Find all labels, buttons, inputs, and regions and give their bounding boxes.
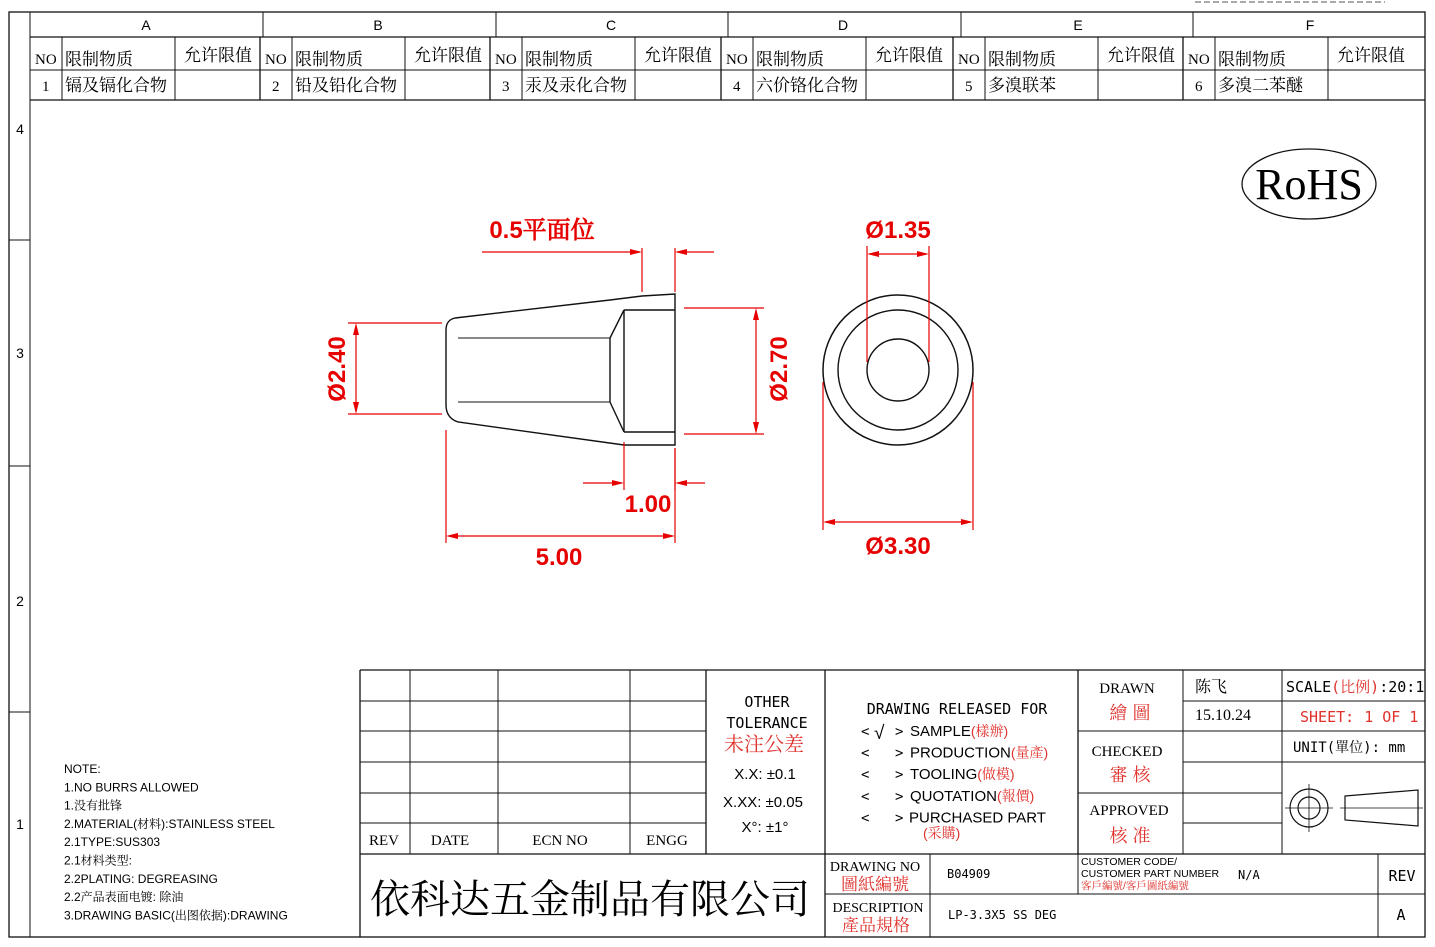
note-line: 2.1TYPE:SUS303 bbox=[64, 835, 161, 850]
substance-name: 镉及镉化合物 bbox=[65, 76, 167, 95]
drawn-date: 15.10.24 bbox=[1195, 707, 1251, 724]
substance-name: 多溴联苯 bbox=[988, 76, 1056, 95]
zone-col-a: A bbox=[141, 17, 151, 33]
checkmark-icon: √ bbox=[874, 723, 885, 744]
table-header-substance: 限制物质 bbox=[65, 50, 133, 69]
substance-no: 5 bbox=[965, 79, 973, 95]
dim-outer-dia-label: Ø3.30 bbox=[865, 533, 931, 560]
substance-name: 铅及铅化合物 bbox=[295, 76, 397, 95]
drawing-no-label: DRAWING NO bbox=[829, 860, 921, 875]
release-bracket-left: < bbox=[861, 788, 870, 805]
table-header-no: NO bbox=[726, 52, 748, 68]
note-line: 1.没有批锋 bbox=[64, 798, 123, 813]
table-header-substance: 限制物质 bbox=[1218, 50, 1286, 69]
table-header-substance: 限制物质 bbox=[988, 50, 1056, 69]
table-header-no: NO bbox=[1188, 52, 1210, 68]
checked-label: CHECKED bbox=[1091, 744, 1163, 760]
release-bracket-right: > bbox=[895, 788, 904, 805]
tolerance-title-1: OTHER bbox=[744, 693, 790, 711]
zone-row-2: 2 bbox=[16, 593, 24, 609]
substance-no: 4 bbox=[733, 79, 741, 95]
rev-header: REV bbox=[369, 833, 399, 849]
table-header-limit: 允许限值 bbox=[644, 46, 712, 65]
zone-row-1: 1 bbox=[16, 816, 24, 832]
table-header-no: NO bbox=[958, 52, 980, 68]
tolerance-xx: X.X: ±0.1 bbox=[734, 766, 796, 783]
zone-row-4: 4 bbox=[16, 121, 24, 137]
description-value: LP-3.3X5 SS DEG bbox=[948, 908, 1057, 922]
sheet-field: SHEET: 1 OF 1 bbox=[1300, 708, 1419, 726]
rohs-mark: RoHS bbox=[1255, 160, 1363, 209]
substance-name: 六价铬化合物 bbox=[756, 76, 858, 95]
note-line: 3.DRAWING BASIC(出图依据):DRAWING bbox=[64, 908, 288, 923]
dim-right-dia-label: Ø2.70 bbox=[766, 336, 793, 402]
substance-no: 1 bbox=[42, 79, 50, 95]
dim-bore-dia-label: Ø1.35 bbox=[865, 217, 931, 244]
note-line: 1.NO BURRS ALLOWED bbox=[64, 780, 199, 795]
release-bracket-left: < bbox=[861, 745, 870, 762]
description-label: DESCRIPTION bbox=[832, 901, 924, 916]
table-header-substance: 限制物质 bbox=[295, 50, 363, 69]
table-header-substance: 限制物质 bbox=[756, 50, 824, 69]
table-header-limit: 允许限值 bbox=[875, 46, 943, 65]
release-item: TOOLING(做模) bbox=[910, 766, 1015, 784]
table-header-substance: 限制物质 bbox=[525, 50, 593, 69]
dim-total-length-label: 5.00 bbox=[535, 544, 583, 571]
table-header-no: NO bbox=[35, 52, 57, 68]
customer-value: N/A bbox=[1238, 868, 1260, 882]
note-line: 2.MATERIAL(材料):STAINLESS STEEL bbox=[64, 816, 275, 831]
dim-flat-label: 0.5平面位 bbox=[489, 217, 595, 244]
tolerance-title-cn: 未注公差 bbox=[724, 734, 804, 756]
release-bracket-right: > bbox=[895, 810, 904, 827]
note-line: 2.1材料类型: bbox=[64, 853, 133, 868]
drawing-no-label-cn: 圖紙編號 bbox=[841, 875, 909, 894]
rev-block-label: REV bbox=[1388, 867, 1416, 885]
drawn-name: 陈飞 bbox=[1195, 679, 1228, 696]
substance-no: 2 bbox=[272, 79, 280, 95]
description-label-cn: 產品規格 bbox=[842, 916, 910, 935]
substance-no: 6 bbox=[1195, 79, 1203, 95]
zone-col-b: B bbox=[373, 17, 383, 33]
date-header: DATE bbox=[430, 833, 470, 849]
zone-col-e: E bbox=[1073, 17, 1083, 33]
release-item: PURCHASED PART bbox=[909, 809, 1046, 827]
table-header-no: NO bbox=[265, 52, 287, 68]
release-item-cn: (采購) bbox=[923, 825, 961, 841]
release-bracket-left: < bbox=[861, 810, 870, 827]
checked-label-cn: 審 核 bbox=[1109, 765, 1151, 785]
zone-col-d: D bbox=[837, 17, 849, 33]
drawing-no-value: B04909 bbox=[947, 867, 991, 881]
dim-step-label: 1.00 bbox=[624, 491, 672, 518]
release-item: SAMPLE(樣辦) bbox=[910, 723, 1009, 740]
company-name: 依科达五金制品有限公司 bbox=[370, 877, 810, 922]
table-header-limit: 允许限值 bbox=[1337, 46, 1405, 65]
table-header-limit: 允许限值 bbox=[1107, 46, 1175, 65]
tolerance-xxx: X.XX: ±0.05 bbox=[723, 794, 803, 811]
rev-block-value: A bbox=[1396, 906, 1406, 924]
substance-no: 3 bbox=[502, 79, 510, 95]
release-bracket-left: < bbox=[861, 767, 870, 784]
note-line: 2.2PLATING: DEGREASING bbox=[64, 871, 218, 886]
release-bracket-right: > bbox=[895, 767, 904, 784]
customer-label-cn: 客戶編號/客戶圖紙編號 bbox=[1081, 880, 1189, 892]
scale-field: SCALE(比例):20:1 bbox=[1286, 678, 1425, 696]
table-header-limit: 允许限值 bbox=[414, 46, 482, 65]
zone-col-c: C bbox=[605, 17, 617, 33]
release-bracket-left: < bbox=[861, 724, 870, 740]
note-line: 2.2产品表面电镀: 除油 bbox=[64, 890, 184, 905]
drawn-label-cn: 繪 圖 bbox=[1109, 703, 1151, 723]
zone-col-f: F bbox=[1305, 17, 1315, 33]
substance-name: 多溴二苯醚 bbox=[1218, 76, 1303, 95]
approved-label: APPROVED bbox=[1089, 803, 1169, 819]
release-bracket-right: > bbox=[895, 724, 904, 740]
note-line: NOTE: bbox=[64, 762, 101, 776]
unit-field: UNIT(單位): mm bbox=[1293, 740, 1406, 756]
table-header-no: NO bbox=[495, 52, 517, 68]
release-bracket-right: > bbox=[895, 745, 904, 762]
tolerance-angle: X°: ±1° bbox=[741, 819, 789, 836]
zone-row-3: 3 bbox=[16, 345, 24, 361]
release-item: PRODUCTION(量產) bbox=[910, 744, 1049, 762]
dim-left-dia-label: Ø2.40 bbox=[324, 336, 351, 402]
substance-name: 汞及汞化合物 bbox=[525, 76, 627, 95]
tolerance-title-2: TOLERANCE bbox=[726, 714, 808, 732]
customer-label-2: CUSTOMER PART NUMBER bbox=[1081, 868, 1220, 880]
ecn-header: ECN NO bbox=[532, 833, 588, 849]
release-item: QUOTATION(報價) bbox=[910, 787, 1035, 805]
customer-label-1: CUSTOMER CODE/ bbox=[1081, 856, 1178, 868]
table-header-limit: 允许限值 bbox=[184, 46, 252, 65]
engg-header: ENGG bbox=[646, 833, 688, 849]
drawn-label: DRAWN bbox=[1099, 681, 1155, 697]
approved-label-cn: 核 准 bbox=[1109, 826, 1151, 846]
release-title: DRAWING RELEASED FOR bbox=[866, 700, 1048, 718]
